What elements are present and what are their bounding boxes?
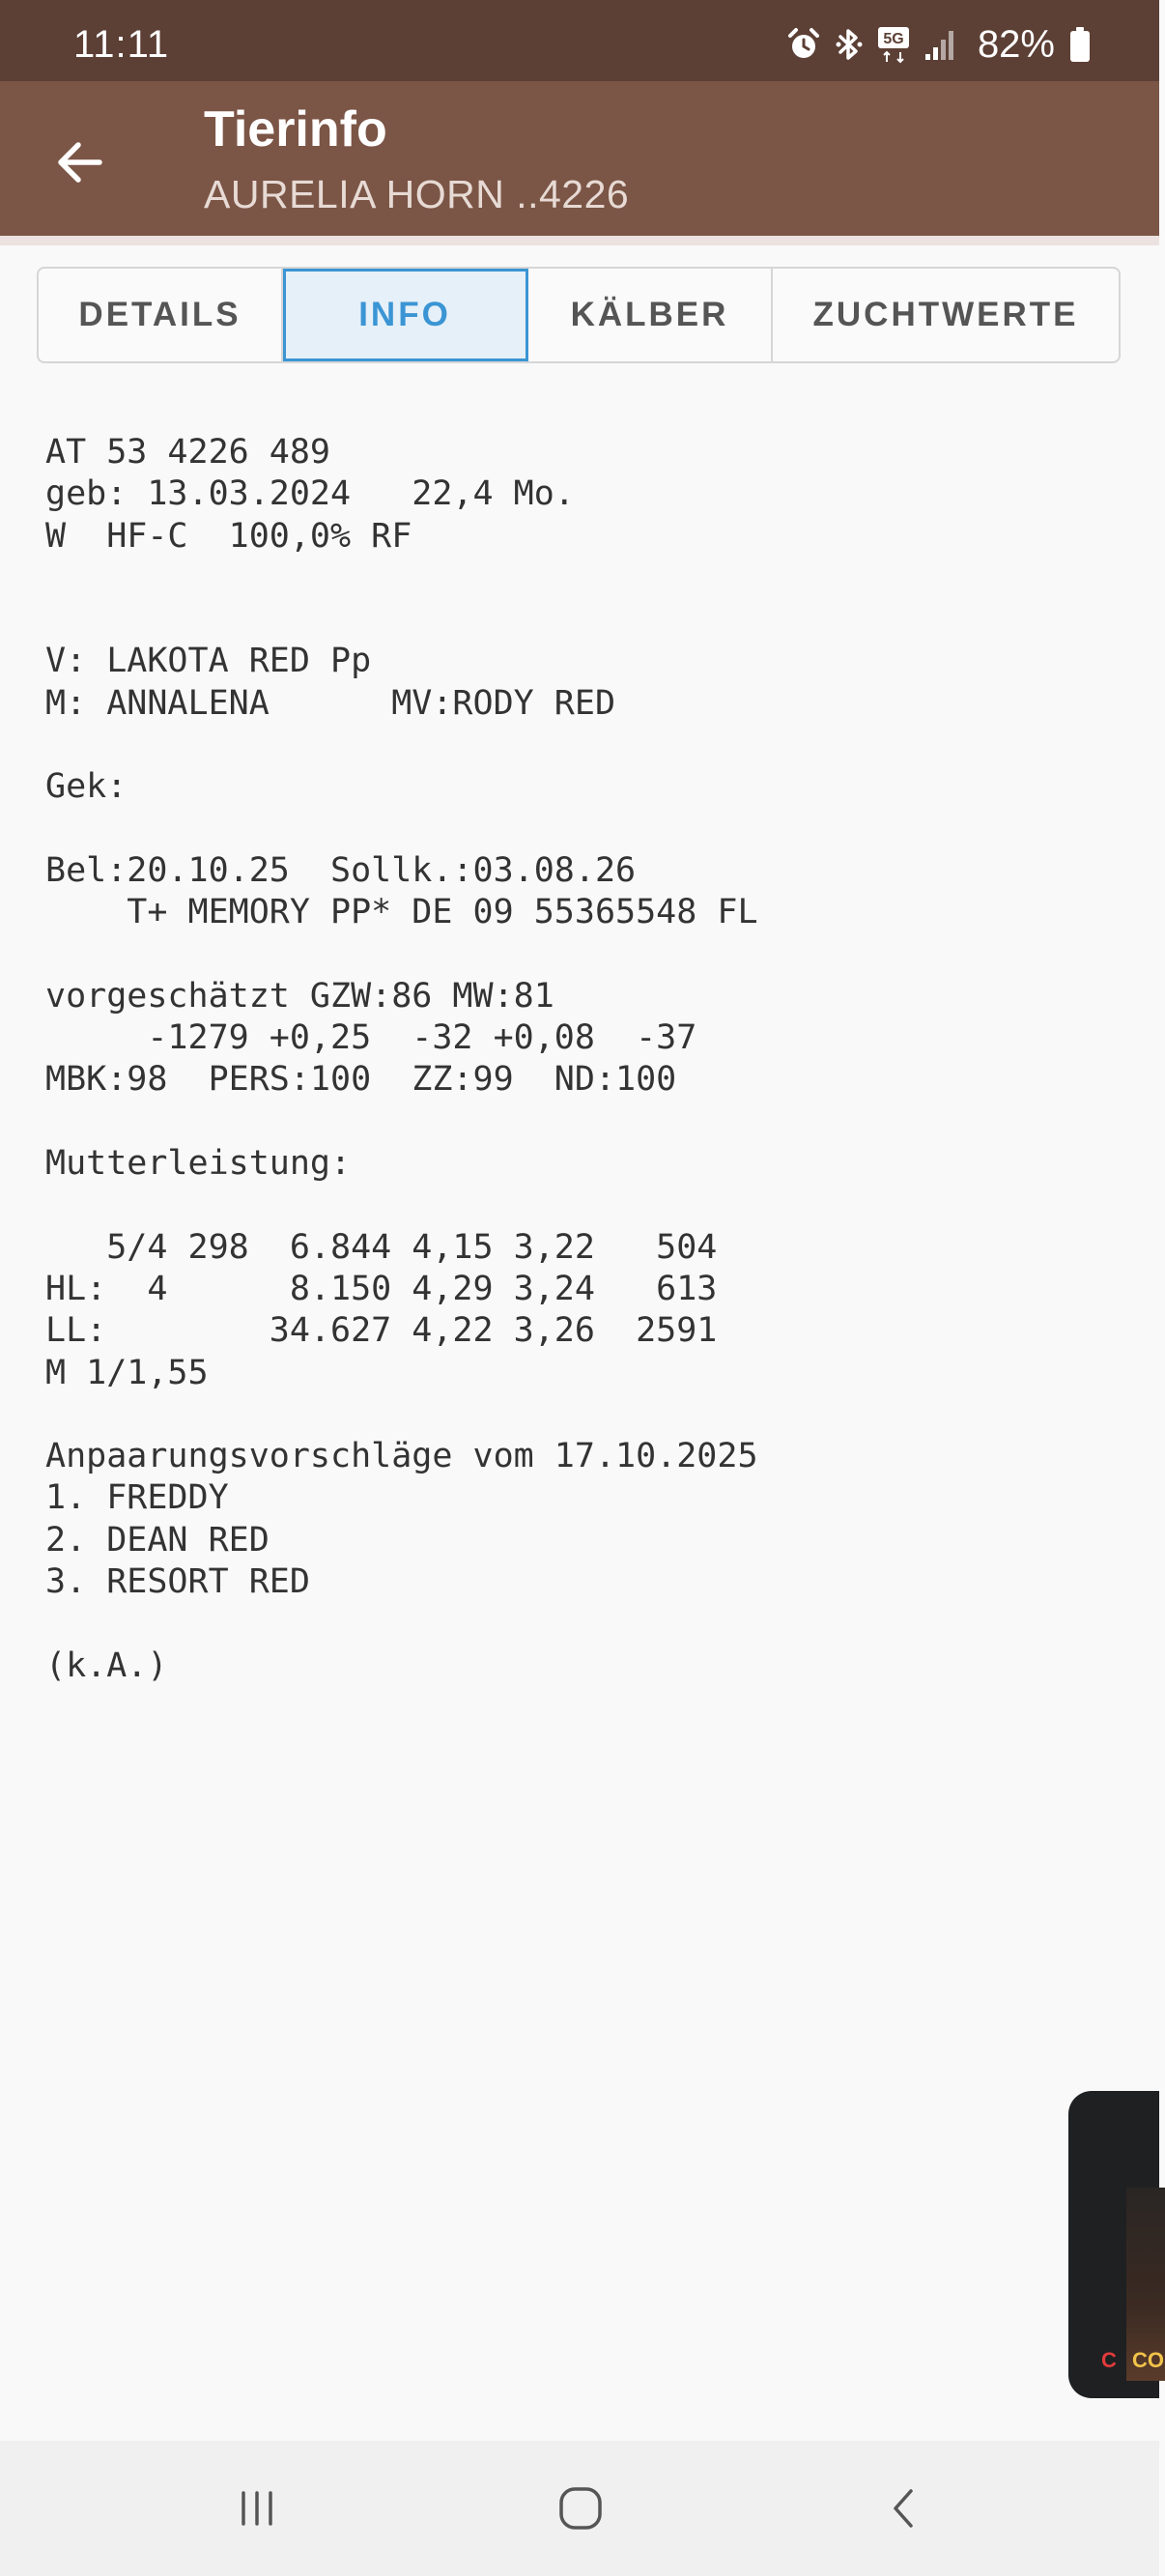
home-button[interactable] [523, 2460, 639, 2557]
home-icon [555, 2483, 606, 2533]
info-line: Mutterleistung: [45, 1144, 352, 1184]
overlay-label-secondary: CO [1132, 2348, 1164, 2372]
floating-video-overlay[interactable] [1068, 2091, 1164, 2398]
5g-icon [877, 25, 910, 64]
bluetooth-icon [835, 26, 864, 63]
info-line: HL: 4 8.150 4,29 3,24 613 [45, 1269, 718, 1308]
alarm-icon [786, 27, 821, 62]
svg-text:5G: 5G [883, 31, 904, 47]
app-bar-divider [0, 236, 1159, 245]
info-line: 2. DEAN RED [45, 1520, 270, 1560]
info-text [45, 432, 1108, 1687]
tab-bar [37, 267, 1121, 363]
info-line: -1279 +0,25 -32 +0,08 -37 [45, 1018, 697, 1058]
back-icon [882, 2485, 928, 2532]
info-line: AT 53 4226 489 [45, 433, 331, 472]
info-line: V: LAKOTA RED Pp [45, 642, 372, 681]
status-time: 11:11 [73, 23, 170, 66]
info-line: M 1/1,55 [45, 1353, 209, 1392]
battery-icon [1068, 25, 1092, 64]
page-subtitle: AURELIA HORN ..4226 [204, 172, 630, 216]
app-bar [0, 81, 1159, 236]
info-line: 3. RESORT RED [45, 1562, 310, 1602]
info-line: LL: 34.627 4,22 3,26 2591 [45, 1311, 718, 1351]
info-line: 1. FREDDY [45, 1478, 229, 1518]
info-line: geb: 13.03.2024 22,4 Mo. [45, 474, 575, 514]
arrow-left-icon [53, 136, 105, 188]
info-line: Bel:20.10.25 Sollk.:03.08.26 [45, 850, 637, 890]
status-icons [786, 17, 1092, 72]
tab-kaelber[interactable]: KÄLBER [528, 269, 773, 361]
recents-button[interactable] [199, 2460, 315, 2557]
tab-details[interactable]: DETAILS [39, 269, 283, 361]
battery-percent: 82% [977, 23, 1055, 66]
tab-info[interactable]: INFO [283, 269, 528, 361]
page-title: Tierinfo [204, 101, 387, 157]
info-line: T+ MEMORY PP* DE 09 55365548 FL [45, 893, 758, 932]
info-line: Gek: [45, 767, 128, 807]
info-line: vorgeschätzt GZW:86 MW:81 [45, 976, 554, 1016]
overlay-label: C [1101, 2348, 1117, 2372]
info-line: MBK:98 PERS:100 ZZ:99 ND:100 [45, 1060, 677, 1100]
back-button[interactable] [37, 120, 122, 205]
info-line: W HF-C 100,0% RF [45, 516, 412, 556]
status-bar [0, 0, 1159, 81]
info-line: Anpaarungsvorschläge vom 17.10.2025 [45, 1437, 758, 1476]
info-line: 5/4 298 6.844 4,15 3,22 504 [45, 1227, 718, 1267]
tab-zuchtwerte[interactable]: ZUCHTWERTE [812, 296, 1079, 333]
back-nav-button[interactable] [847, 2460, 963, 2557]
recents-icon [234, 2485, 280, 2532]
signal-icon [923, 27, 958, 62]
system-nav-bar [0, 2441, 1159, 2576]
info-line: (k.A.) [45, 1646, 168, 1685]
info-line: M: ANNALENA MV:RODY RED [45, 683, 616, 723]
